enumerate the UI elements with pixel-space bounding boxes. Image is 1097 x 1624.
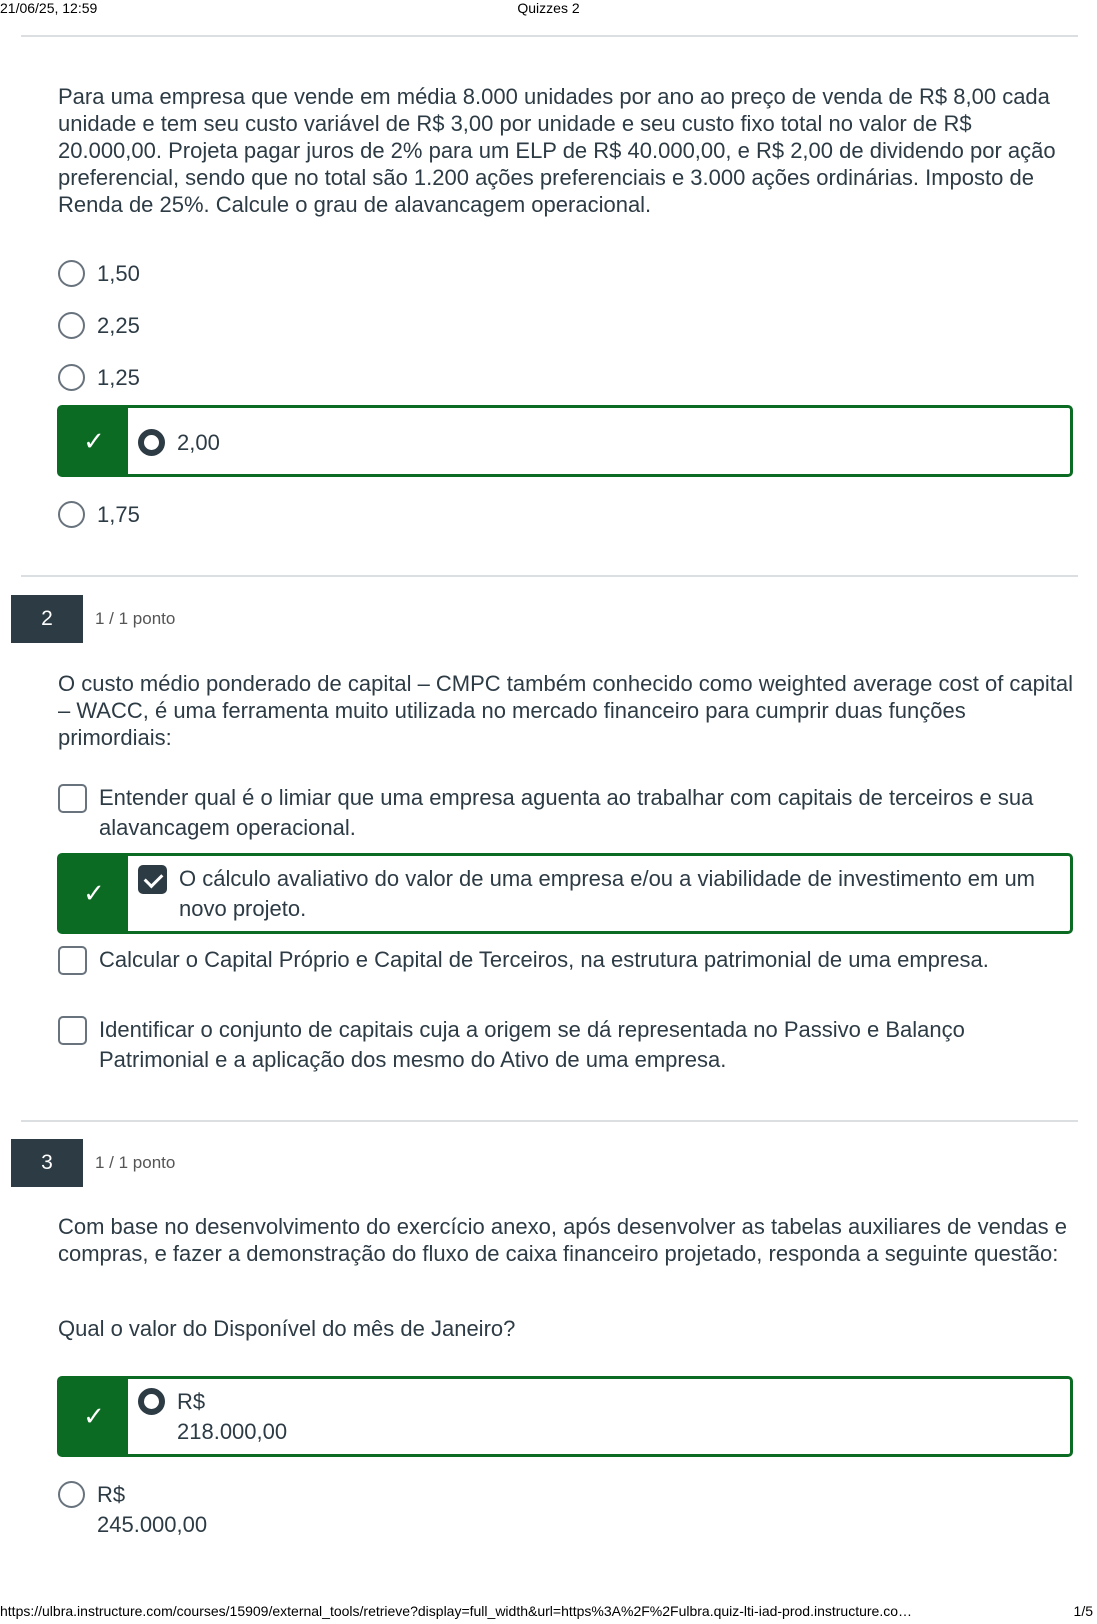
checkbox[interactable]: [58, 946, 87, 975]
divider: [21, 1120, 1078, 1122]
checkbox[interactable]: [58, 1016, 87, 1045]
print-footer: [0, 1603, 1097, 1623]
question-number: 3: [11, 1139, 83, 1187]
option-currency: R$: [177, 1389, 206, 1414]
option-amount: 218.000,00: [177, 1419, 288, 1444]
question-3-subquestion: Qual o valor do Disponível do mês de Janeiro?: [58, 1316, 516, 1341]
option-label: [97, 1480, 1073, 1540]
checkbox[interactable]: [58, 784, 87, 813]
option-label: 1,75: [97, 502, 140, 527]
question-3-text: Com base no desenvolvimento do exercício anexo, após desenvolver as tabelas auxiliares de vendas e compras, e fazer a demonstração do fluxo de caixa financeiro projetado, responda a seguinte questão:: [58, 1214, 1067, 1266]
option-label: [177, 1387, 287, 1447]
question-2-text: O custo médio ponderado de capital – CMPC também conhecido como weighted average cost of capital – WACC, é uma ferramenta muito utilizada no mercado financeiro para cumprir duas funções primordiais:: [58, 671, 1074, 750]
radio-button-selected[interactable]: [138, 429, 165, 456]
question-1-text: Para uma empresa que vende em média 8.000 unidades por ano ao preço de venda de R$ 8,00 cada unidade e tem seu custo variável de R$ 3,00 por unidade e seu custo fixo total no valor de R$ 20.000,00. Projeta pagar juros de 2% para um ELP de R$ 40.000,00, e R$ 2,00 de dividendo por ação preferencial, sendo que no total são 1.200 ações preferenciais e 3.000 ações ordinárias. Imposto de Renda de 25%. Calcule o grau de alavancagem operacional.: [58, 84, 1056, 217]
print-page-number: 1/5: [1073, 1603, 1093, 1619]
question-points: 1 / 1 ponto: [95, 1153, 176, 1172]
divider: [21, 35, 1078, 37]
option-label: 2,25: [97, 313, 140, 338]
option-label: O cálculo avaliativo do valor de uma empresa e/ou a viabilidade de investimento em um novo projeto.: [179, 866, 1036, 921]
q2-option-1[interactable]: [58, 783, 1073, 843]
radio-button[interactable]: [58, 364, 85, 391]
q1-option-4-correct[interactable]: [57, 405, 1073, 477]
option-label: 1,50: [97, 261, 140, 286]
option-label: Identificar o conjunto de capitais cuja a origem se dá representada no Passivo e Balanço Patrimonial e a aplicação dos mesmo do Ativo de uma empresa.: [99, 1017, 965, 1072]
q2-option-2-correct[interactable]: [57, 853, 1073, 934]
q1-option-5[interactable]: [58, 500, 1073, 530]
option-label: Entender qual é o limiar que uma empresa aguenta ao trabalhar com capitais de terceiros e sua alavancagem operacional.: [99, 785, 1034, 840]
q3-option-2[interactable]: [58, 1480, 1073, 1540]
radio-button-selected[interactable]: [138, 1388, 165, 1415]
print-url: https://ulbra.instructure.com/courses/15909/external_tools/retrieve?display=full_width&url=https%3A%2F%2Fulbra.quiz-lti-iad-prod.instructure.co…: [0, 1603, 912, 1619]
option-label: Calcular o Capital Próprio e Capital de Terceiros, na estrutura patrimonial de uma empresa.: [99, 947, 989, 972]
radio-button[interactable]: [58, 312, 85, 339]
option-currency: R$: [97, 1482, 126, 1507]
q2-option-4[interactable]: [58, 1015, 1073, 1075]
q2-option-3[interactable]: [58, 945, 1073, 975]
print-title: Quizzes 2: [517, 0, 580, 16]
q1-option-3[interactable]: [58, 363, 1073, 393]
divider: [21, 575, 1078, 577]
option-label: 2,00: [177, 430, 220, 455]
q1-option-1[interactable]: [58, 259, 1073, 289]
option-label: 1,25: [97, 365, 140, 390]
radio-button[interactable]: [58, 260, 85, 287]
question-points: 1 / 1 ponto: [95, 609, 176, 628]
checkbox-checked[interactable]: [138, 865, 167, 894]
print-header: [0, 0, 1097, 18]
radio-button[interactable]: [58, 1481, 85, 1508]
q1-option-2[interactable]: [58, 311, 1073, 341]
print-datetime: 21/06/25, 12:59: [0, 0, 98, 16]
q3-option-1-correct[interactable]: [57, 1376, 1073, 1457]
radio-button[interactable]: [58, 501, 85, 528]
check-icon: ✓: [60, 408, 128, 474]
check-icon: ✓: [60, 1379, 128, 1454]
check-icon: ✓: [60, 856, 128, 931]
question-number: 2: [11, 595, 83, 643]
option-amount: 245.000,00: [97, 1512, 208, 1537]
